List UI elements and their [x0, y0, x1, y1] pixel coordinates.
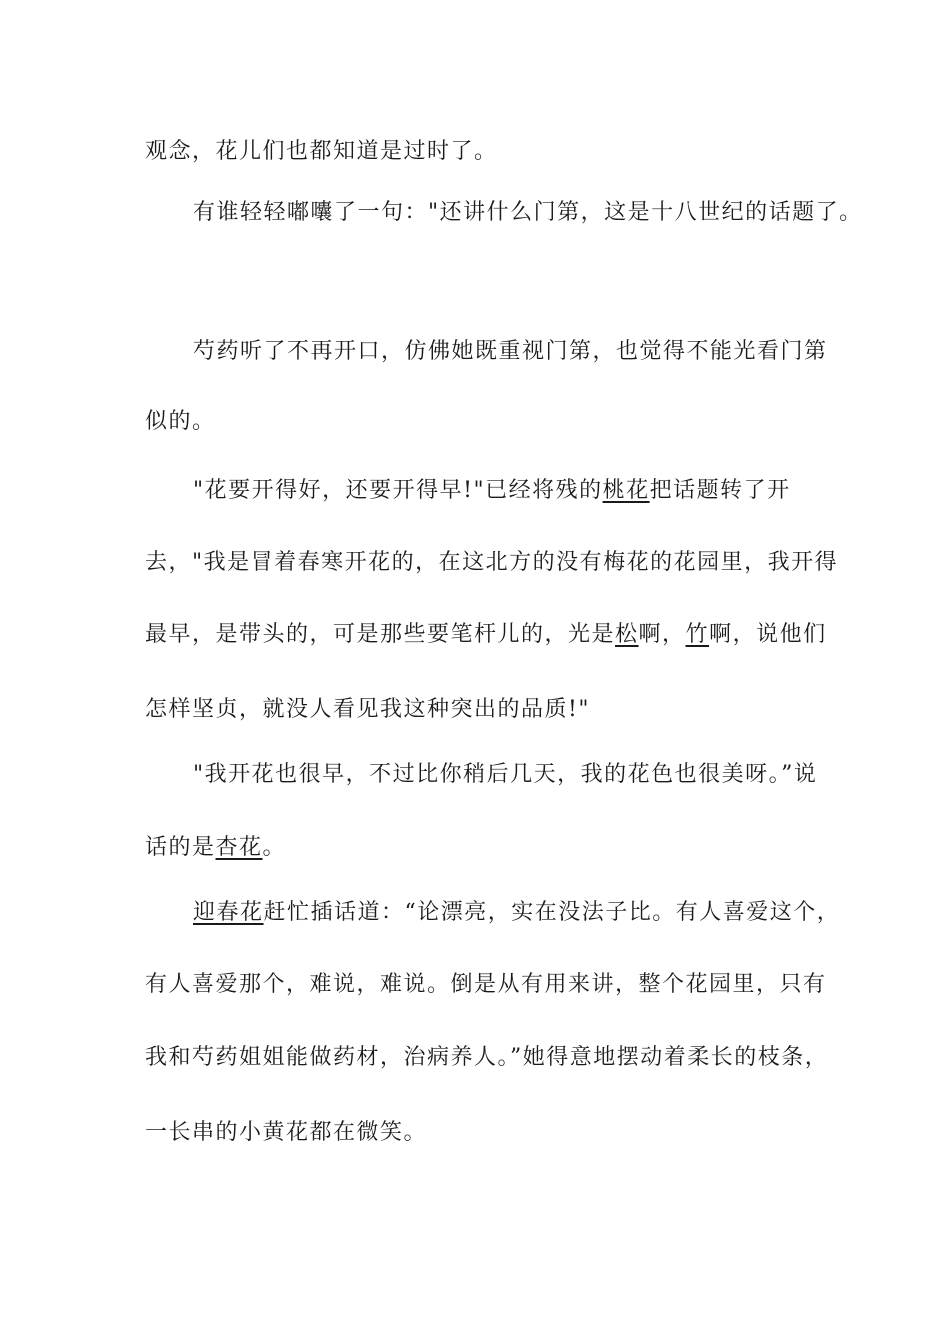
text-segment: 去，"我是冒着春寒开花的，在这北方的没有梅花的花园里，我开得	[145, 550, 839, 575]
text-segment: 赶忙插话道：“论漂亮，实在没法子比。有人喜爱这个，	[263, 900, 841, 925]
text-segment: 怎样坚贞，就没人看见我这种突出的品质!"	[145, 697, 590, 722]
underlined-term-apricot-blossom: 杏花	[215, 835, 263, 860]
text-line	[193, 337, 828, 367]
text-line	[145, 620, 827, 650]
text-segment: 有人喜爱那个，难说，难说。倒是从有用来讲，整个花园里，只有	[145, 972, 827, 997]
text-segment: "我开花也很早，不过比你稍后几天，我的花色也很美呀。”说	[193, 762, 818, 787]
text-segment: 有谁轻轻嘟囔了一句："还讲什么门第，这是十八世纪的话题了。	[193, 200, 863, 225]
text-segment: 芍药听了不再开口，仿佛她既重视门第，也觉得不能光看门第	[193, 339, 828, 364]
underlined-term-pine: 松	[615, 622, 639, 647]
text-line	[145, 970, 827, 1000]
text-segment: 话的是	[145, 835, 216, 860]
text-line	[145, 695, 590, 725]
text-line	[145, 137, 498, 167]
text-segment: 啊，说他们	[709, 622, 827, 647]
text-line	[145, 1118, 427, 1148]
text-segment: 啊，	[638, 622, 686, 647]
text-segment: 把话题转了开	[649, 478, 791, 503]
text-line	[193, 898, 840, 928]
text-segment: "花要开得好，还要开得早!"已经将残的	[193, 478, 603, 503]
text-segment: 最早，是带头的，可是那些要笔杆儿的，光是	[145, 622, 616, 647]
text-segment: 似的。	[145, 409, 216, 434]
text-segment: 一长串的小黄花都在微笑。	[145, 1120, 428, 1145]
text-line	[145, 407, 216, 437]
underlined-term-winter-jasmine: 迎春花	[193, 900, 264, 925]
text-line	[193, 476, 791, 506]
text-segment: 观念，花儿们也都知道是过时了。	[145, 139, 498, 164]
text-line	[145, 548, 838, 578]
text-line	[145, 833, 286, 863]
text-line	[193, 760, 817, 790]
underlined-term-peach-blossom: 桃花	[602, 478, 650, 503]
underlined-term-bamboo: 竹	[685, 622, 710, 647]
text-line	[193, 198, 863, 228]
text-segment: 我和芍药姐姐能做药材，治病养人。”她得意地摆动着柔长的枝条，	[145, 1045, 829, 1070]
text-segment: 。	[262, 835, 287, 860]
text-line	[145, 1043, 828, 1073]
